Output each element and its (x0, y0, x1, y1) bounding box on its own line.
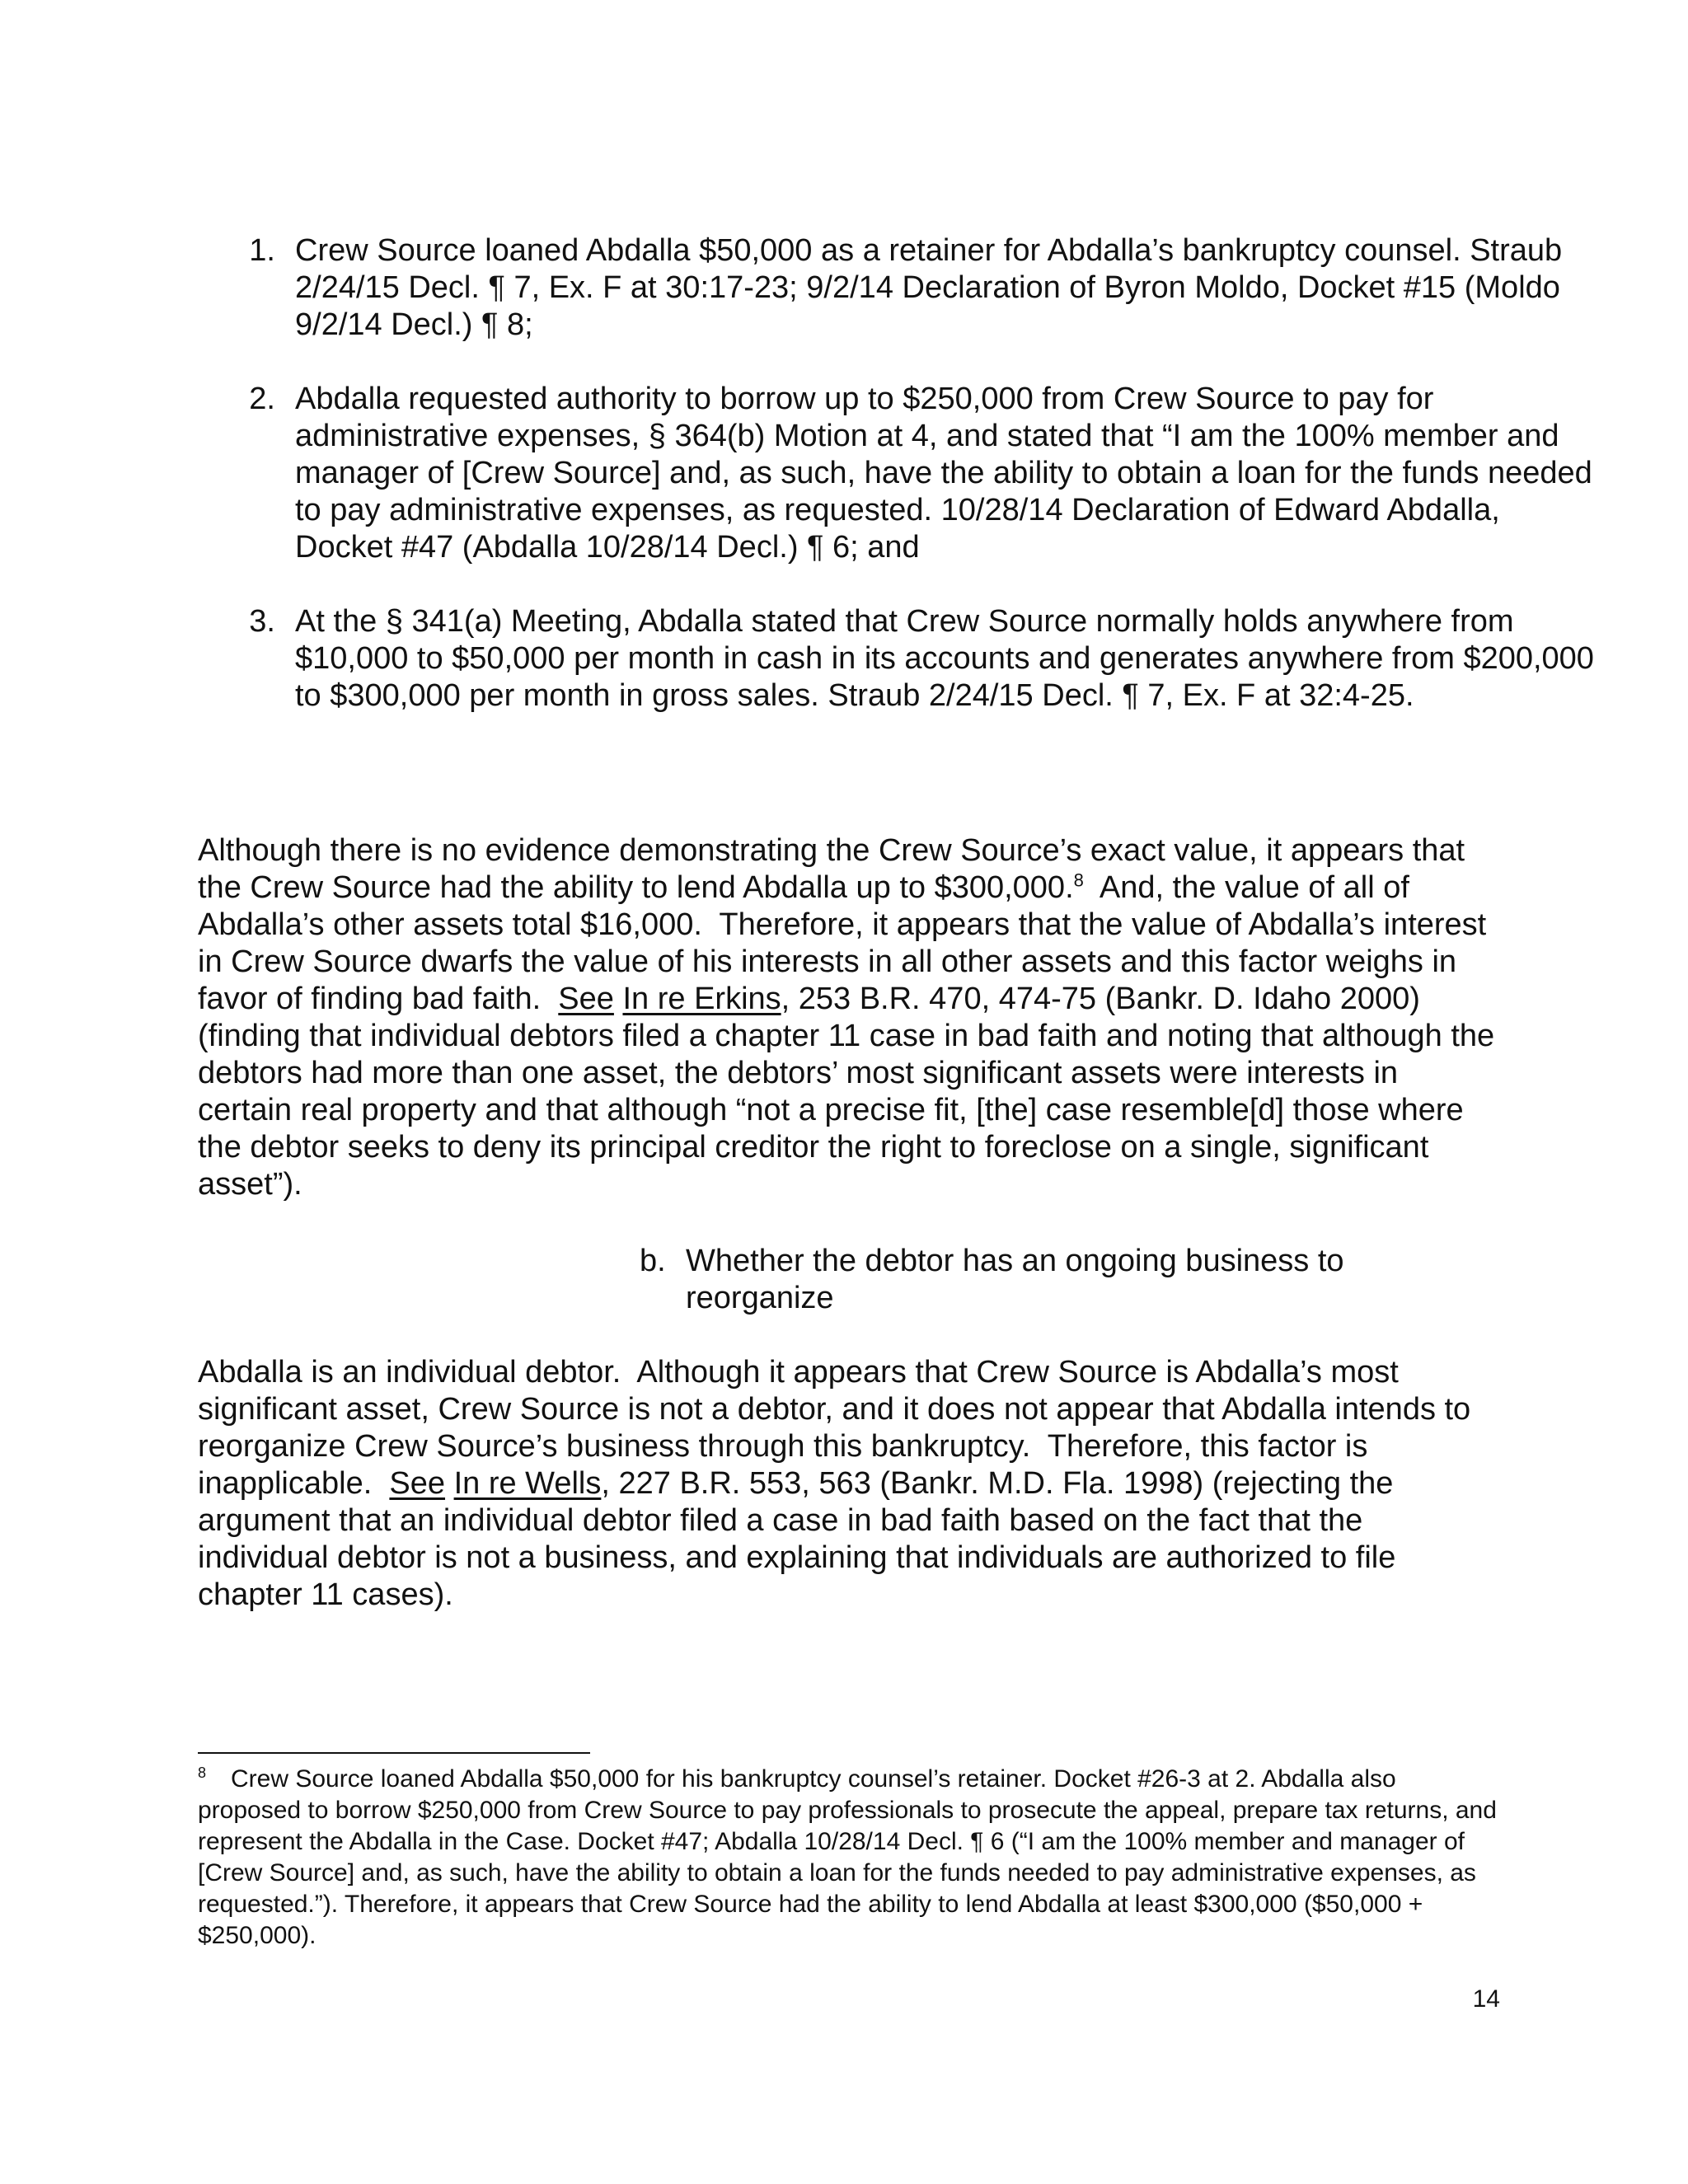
paragraph-text: , 253 B.R. 470, 474-75 (Bankr. D. Idaho 2000) (finding that individual debtors filed a chapter 11 case in bad faith and noting that although the debtors had more than one asset, the debtors’ most significant assets were interests in certain real property and that although “not a precise fit, [the] case resemble[d] those where the debtor seeks to deny its principal creditor the right to foreclose on a single, significant asset”). (198, 982, 1495, 1202)
case-name: In re Erkins (622, 982, 781, 1016)
numbered-list (198, 232, 1597, 752)
citation-signal: See (389, 1466, 446, 1501)
footnote (198, 1764, 1500, 1952)
list-item-number: 1. (249, 233, 275, 268)
citation-signal: See (558, 982, 614, 1016)
footnote-divider (198, 1752, 590, 1754)
paragraph-text: Although there is no evidence demonstrating the Crew Source’s exact value, it appears that the Crew Source had the ability to lend Abdalla up to $300,000. (198, 833, 1465, 905)
list-item (249, 603, 1597, 715)
list-item (249, 381, 1597, 566)
list-item-text: Abdalla requested authority to borrow up to $250,000 from Crew Source to pay for administrative expenses, § 364(b) Motion at 4, and stated that “I am the 100% member and manager of [Crew Source] and, as such, have the ability to obtain a loan for the funds needed to pay administrative expenses, as requested. 10/28/14 Declaration of Edward Abdalla, Docket #47 (Abdalla 10/28/14 Decl.) ¶ 6; and (295, 382, 1592, 565)
list-item-text: Crew Source loaned Abdalla $50,000 as a retainer for Abdalla’s bankruptcy counsel. Straub 2/24/15 Decl. ¶ 7, Ex. F at 30:17-23; 9/2/14 Declaration of Byron Moldo, Docket #15 (Moldo 9/2/14 Decl.) ¶ 8; (295, 233, 1563, 342)
case-name: In re Wells (453, 1466, 602, 1501)
page-number: 14 (1472, 1985, 1500, 2013)
paragraph-ongoing-business (198, 1354, 1500, 1614)
subheading-letter: b. (640, 1244, 666, 1278)
footnote-marker: 8 (198, 1765, 207, 1781)
list-item-number: 2. (249, 382, 275, 416)
paragraph-text: , 227 B.R. 553, 563 (Bankr. M.D. Fla. 1998) (rejecting the argument that an individual debtor filed a case in bad faith based on the fact that the individual debtor is not a business, and explaining that individuals are authorized to file chapter 11 cases). (198, 1466, 1396, 1612)
paragraph-text: And, the value of all of Abdalla’s other assets total $16,000. Therefore, it appears that the value of Abdalla’s interest in Crew Source dwarfs the value of his interests in all other assets and this factor weighs in favor of finding bad faith. (198, 870, 1495, 1016)
list-item (249, 232, 1597, 344)
footnote-text: Crew Source loaned Abdalla $50,000 for his bankruptcy counsel’s retainer. Docket #26-3 at 2. Abdalla also proposed to borrow $250,000 from Crew Source to pay professionals to prosecute the appeal, prepare tax returns, and represent the Abdalla in the Case. Docket #47; Abdalla 10/28/14 Decl. ¶ 6 (“I am the 100% member and manager of [Crew Source] and, as such, have the ability to obtain a loan for the funds needed to pay administrative expenses, as requested.”). Therefore, it appears that Crew Source had the ability to lend Abdalla at least $300,000 ($50,000 + $250,000). (198, 1765, 1497, 1949)
list-item-text: At the § 341(a) Meeting, Abdalla stated that Crew Source normally holds anywhere from $10,000 to $50,000 per month in cash in its accounts and generates anywhere from $200,000 to $300,000 per month in gross sales. Straub 2/24/15 Decl. ¶ 7, Ex. F at 32:4-25. (295, 604, 1594, 713)
list-item-number: 3. (249, 604, 275, 639)
paragraph-crew-source-value (198, 832, 1500, 1203)
section-subheading (640, 1243, 1464, 1317)
subheading-text: Whether the debtor has an ongoing business to reorganize (686, 1244, 1344, 1315)
footnote-reference[interactable]: 8 (1073, 869, 1084, 891)
paragraph-text: Abdalla is an individual debtor. Although it appears that Crew Source is Abdalla’s most significant asset, Crew Source is not a debtor, and it does not appear that Abdalla intends to reorganize Crew Source’s business through this bankruptcy. Therefore, this factor is inapplicable. (198, 1355, 1479, 1501)
